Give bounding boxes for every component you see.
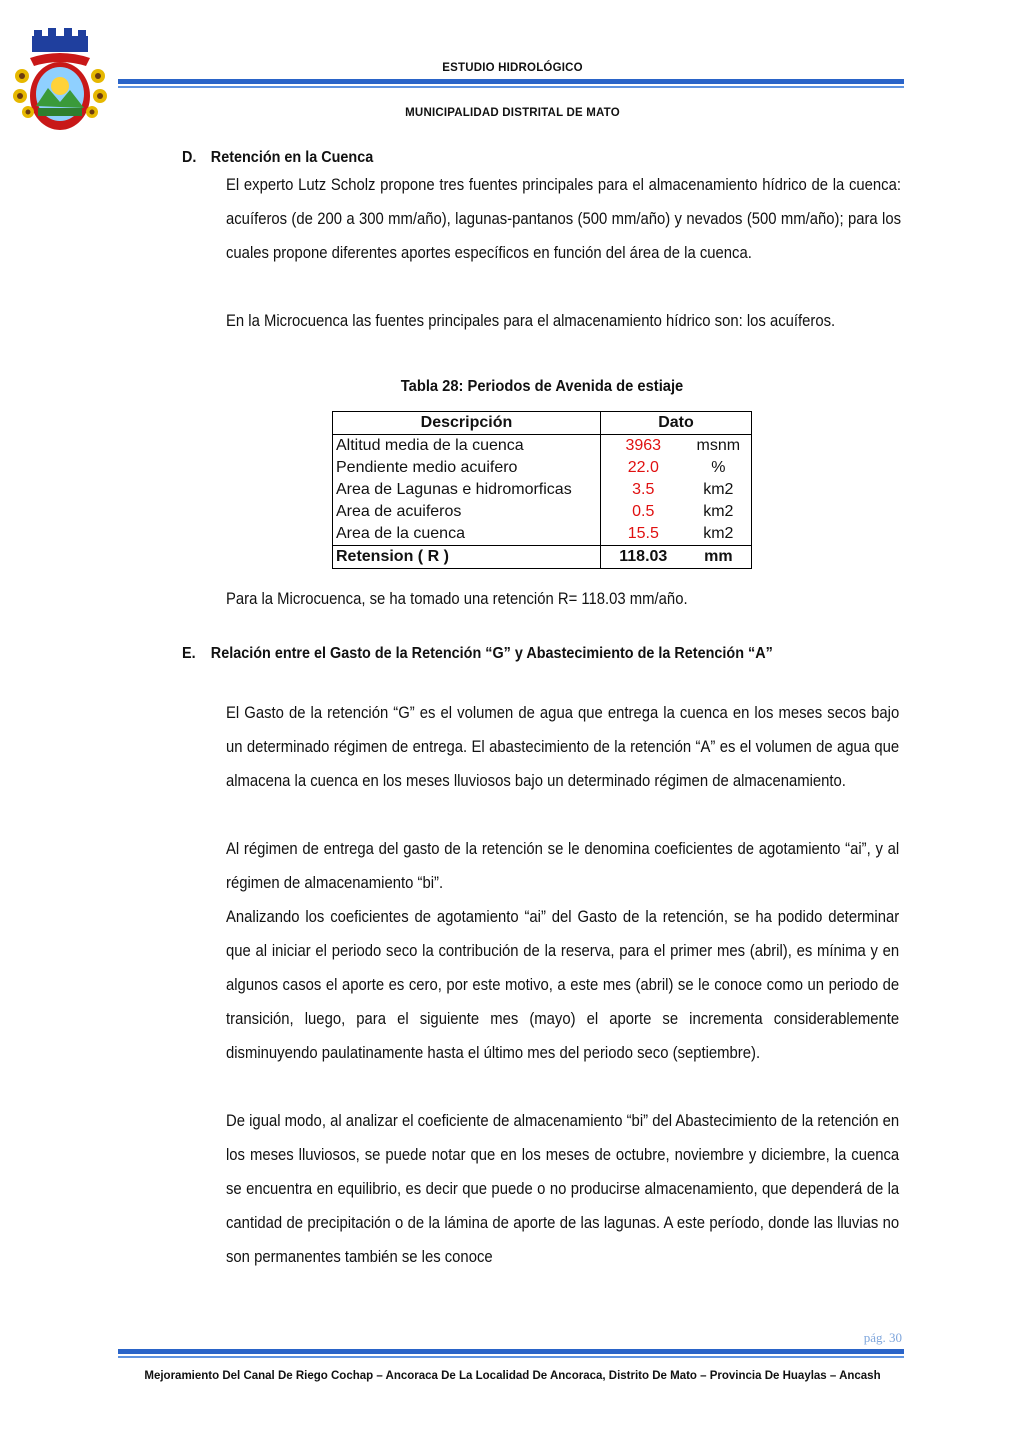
row-unit: km2 xyxy=(703,503,734,520)
section-d-heading xyxy=(182,149,373,167)
municipal-coat-of-arms-icon xyxy=(12,28,108,134)
row-unit: % xyxy=(711,459,726,476)
total-description: Retension ( R ) xyxy=(333,546,601,569)
section-e-heading xyxy=(182,645,773,663)
header-divider-thin xyxy=(118,86,904,88)
section-d-paragraph: En la Microcuenca las fuentes principales para el almacenamiento hídrico son: los acuíferos. xyxy=(226,312,836,330)
column-header-description: Descripción xyxy=(333,412,601,435)
document-header-title: ESTUDIO HIDROLÓGICO xyxy=(442,62,583,74)
table-header-row xyxy=(333,412,752,435)
total-value: 118.03 xyxy=(600,546,685,569)
row-unit: km2 xyxy=(703,481,734,498)
table-row xyxy=(333,479,752,501)
section-d-letter: D. xyxy=(182,149,197,166)
table-total-row xyxy=(333,546,752,569)
section-e-paragraph: Al régimen de entrega del gasto de la retención se le denomina coeficientes de agotamiento “ai”, y al régimen de almacenamiento “bi”. xyxy=(226,840,900,892)
document-header-subtitle: MUNICIPALIDAD DISTRITAL DE MATO xyxy=(405,107,620,119)
row-value: 15.5 xyxy=(627,525,659,542)
section-e-paragraph: Analizando los coeficientes de agotamiento “ai” del Gasto de la retención, se ha podido determinar que al iniciar el periodo seco la contribución de la reserva, para el primer mes (abril), es mínima y en algunos casos el aporte es cero, por este motivo, a este mes (abril) se le conoce como un periodo de transición, luego, para el siguiente mes (mayo) el aporte se incrementa considerablemente disminuyendo paulatinamente hasta el último mes del periodo seco (septiembre). xyxy=(226,908,900,1062)
row-description: Area de acuiferos xyxy=(333,501,601,523)
section-e-paragraph: De igual modo, al analizar el coeficiente de almacenamiento “bi” del Abastecimiento de la retención en los meses lluviosos, se puede notar que en los meses de octubre, noviembre y diciembre, la cuenca se encuentra en equilibrio, es decir que puede o no producirse almacenamiento, que dependerá de la cantidad de precipitación o de la lámina de aporte de las lagunas. A este período, donde las lluvias no son permanentes también se les conoce xyxy=(226,1112,900,1266)
table-row xyxy=(333,501,752,523)
row-value: 0.5 xyxy=(632,503,655,520)
row-description: Altitud media de la cuenca xyxy=(333,435,601,458)
header-divider-thick xyxy=(118,79,904,84)
row-description: Pendiente medio acuifero xyxy=(333,457,601,479)
footer-divider-thick xyxy=(118,1349,904,1354)
row-value: 3963 xyxy=(625,437,662,454)
table-row xyxy=(333,435,752,458)
row-value: 22.0 xyxy=(627,459,659,476)
retention-note: Para la Microcuenca, se ha tomado una retención R= 118.03 mm/año. xyxy=(226,590,688,608)
section-e-title: Relación entre el Gasto de la Retención “G” y Abastecimiento de la Retención “A” xyxy=(210,645,773,662)
page-number: pág. 30 xyxy=(863,1330,902,1345)
row-description: Area de Lagunas e hidromorficas xyxy=(333,479,601,501)
section-e-paragraph: El Gasto de la retención “G” es el volumen de agua que entrega la cuenca en los meses secos bajo un determinado régimen de entrega. El abastecimiento de la retención “A” es el volumen de agua que almacena la cuenca en los meses lluviosos bajo un determinado régimen de almacenamiento. xyxy=(226,704,900,790)
table-row xyxy=(333,523,752,546)
table-caption: Tabla 28: Periodos de Avenida de estiaje xyxy=(400,378,684,395)
footer-divider-thin xyxy=(118,1356,904,1358)
table-row xyxy=(333,457,752,479)
row-description: Area de la cuenca xyxy=(333,523,601,546)
row-unit: km2 xyxy=(703,525,734,542)
section-d-paragraph: El experto Lutz Scholz propone tres fuentes principales para el almacenamiento hídrico de la cuenca: acuíferos (de 200 a 300 mm/año), lagunas-pantanos (500 mm/año) y nevados (500 mm/año); para los cuales propone diferentes aportes específicos en función del área de la cuenca. xyxy=(226,176,901,262)
column-header-value: Dato xyxy=(600,412,751,435)
row-unit: msnm xyxy=(696,437,741,454)
document-footer: Mejoramiento Del Canal De Riego Cochap – Ancoraca De La Localidad De Ancoraca, Distrito De Mato – Provincia De Huaylas – Ancash xyxy=(144,1370,881,1382)
section-e-letter: E. xyxy=(182,645,196,662)
row-value: 3.5 xyxy=(632,481,655,498)
retention-table xyxy=(332,411,752,569)
total-unit: mm xyxy=(686,546,752,569)
section-d-title: Retención en la Cuenca xyxy=(210,149,374,166)
